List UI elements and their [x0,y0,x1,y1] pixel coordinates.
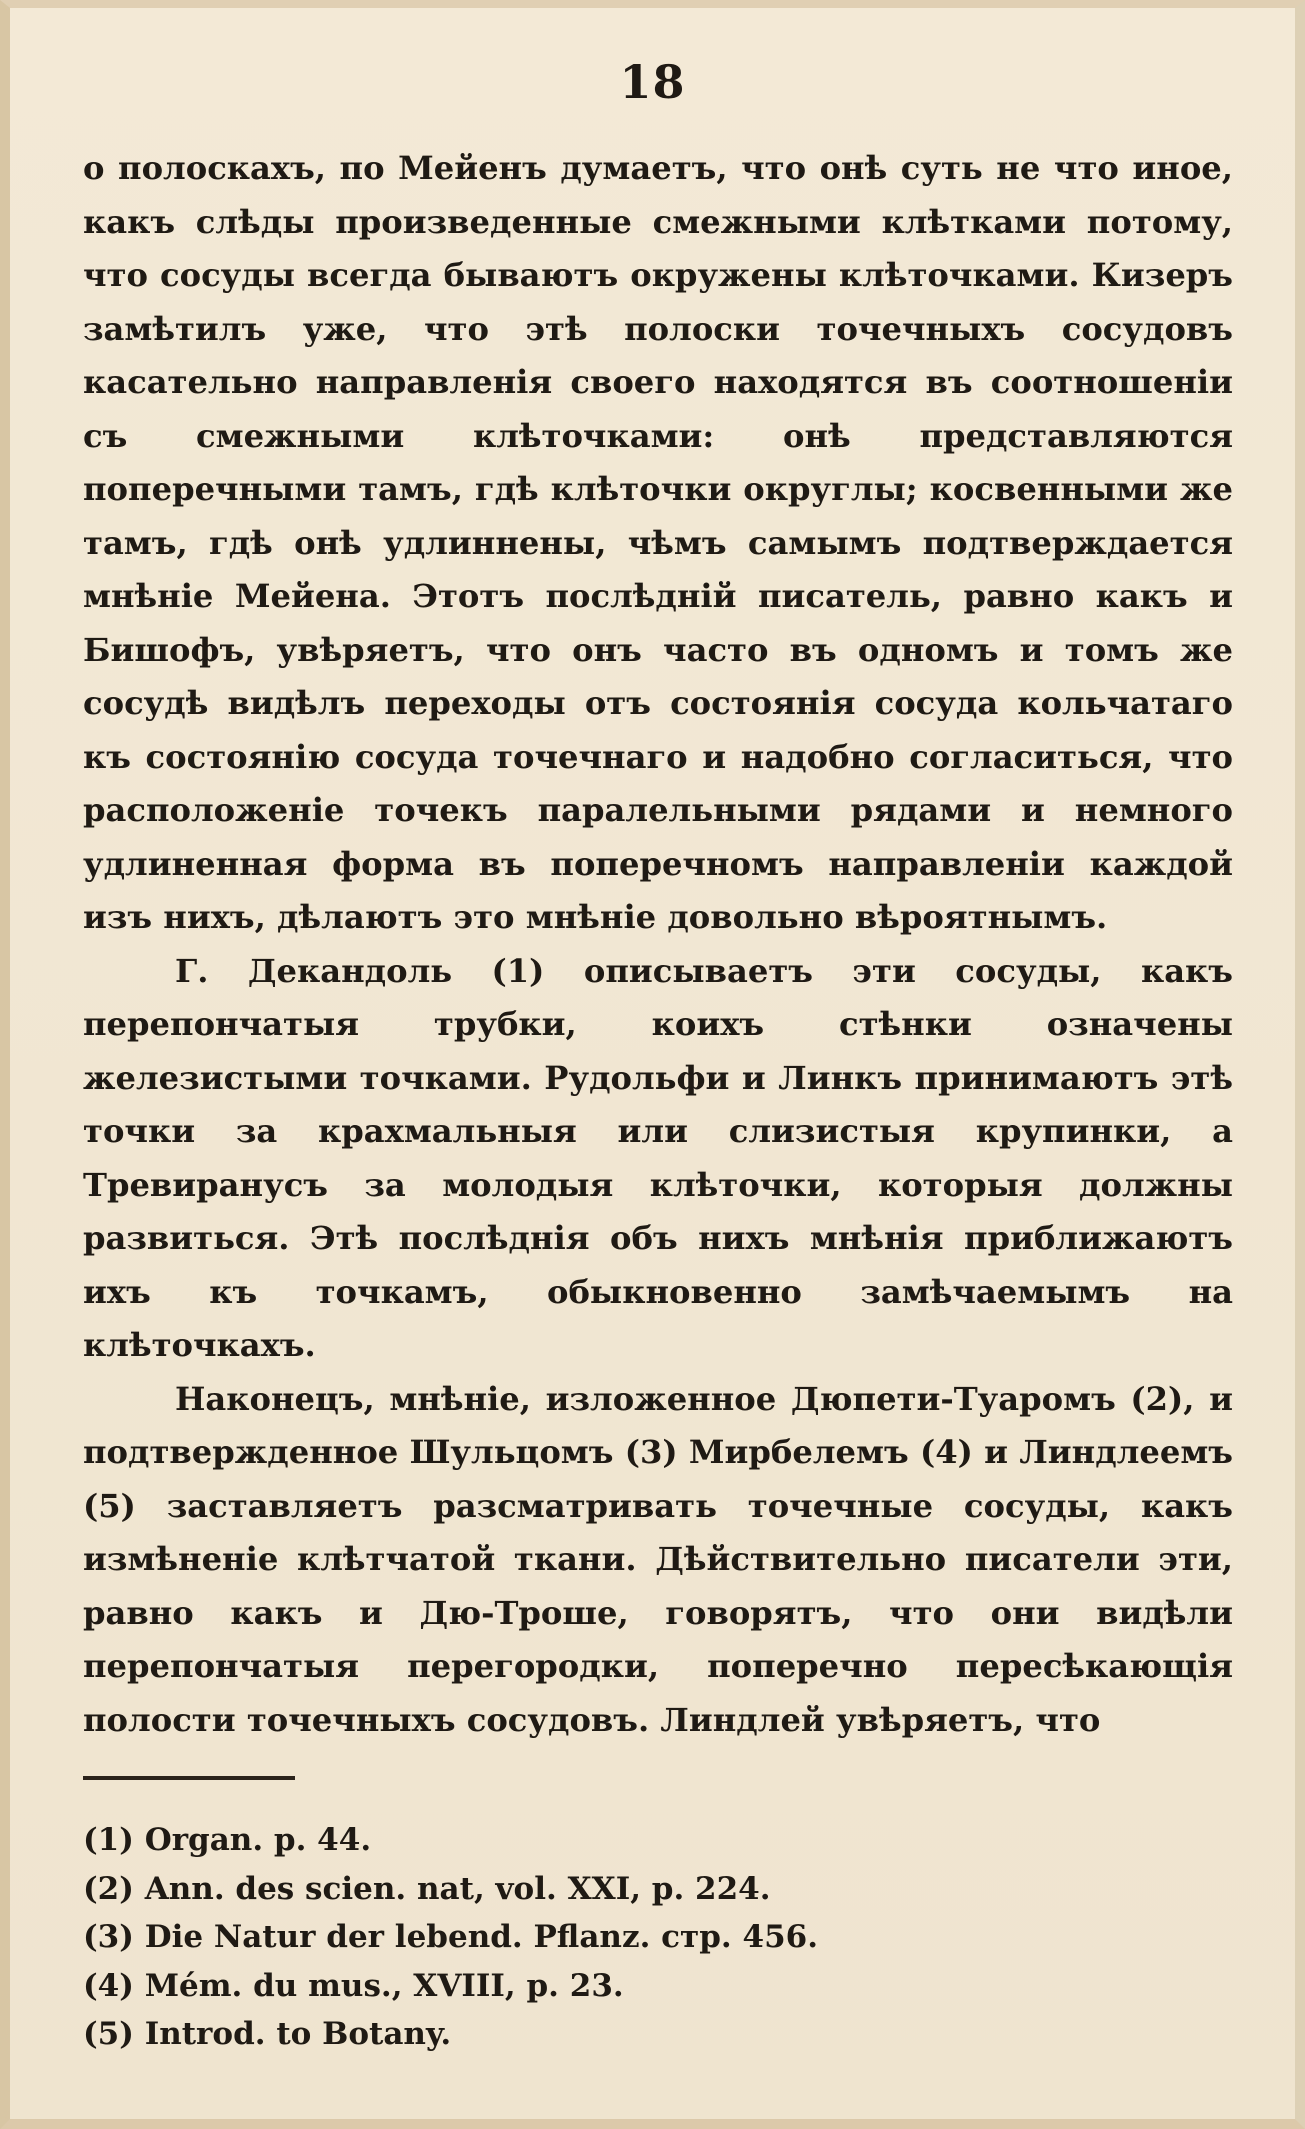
footnote-2: (2) Ann. des scien. nat, vol. XXI, p. 224. [83,1870,771,1907]
footnote-4: (4) Mém. du mus., XVIII, p. 23. [83,1967,624,2004]
paragraph-3: Наконецъ, мнѣніе, изложенное Дюпети-Туаромъ (2), и подтвержденное Шульцомъ (3) Мирбелемъ (4) и Линдлеемъ (5) заставляетъ разсматривать точечные сосуды, какъ измѣненіе клѣтчатой ткани. Дѣйствительно писатели эти, равно какъ и Дю-Троше, говорятъ, что они видѣли перепончатыя перегородки, поперечно пересѣкающія полости точечныхъ сосудовъ. Линдлей увѣряетъ, что [83,1379,1233,1739]
main-text [83,142,1233,1747]
paragraph-1: о полоскахъ, по Мейенъ думаетъ, что онѣ суть не что иное, какъ слѣды произведенные смежными клѣтками потому, что сосуды всегда бываютъ окружены клѣточками. Кизеръ замѣтилъ уже, что этѣ полоски точечныхъ сосудовъ касательно направленія своего находятся въ соотношеніи съ смежными клѣточками: онѣ представляются поперечными тамъ, гдѣ клѣточки округлы; косвенными же тамъ, гдѣ онѣ удлиннены, чѣмъ самымъ подтверждается мнѣніе Мейена. Этотъ послѣдній писатель, равно какъ и Бишофъ, увѣряетъ, что онъ часто въ одномъ и томъ же сосудѣ видѣлъ переходы отъ состоянія сосуда кольчатаго къ состоянію сосуда точечнаго и надобно согласиться, что расположеніе точекъ паралельными рядами и немного удлиненная форма въ поперечномъ направленіи каждой изъ нихъ, дѣлаютъ это мнѣніе довольно вѣроятнымъ. [83,149,1233,936]
page-number: 18 [619,55,686,109]
paragraph-2: Г. Декандоль (1) описываетъ эти сосуды, какъ перепончатыя трубки, коихъ стѣнки означены железистыми точками. Рудольфи и Линкъ принимаютъ этѣ точки за крахмальныя или слизистыя крупинки, а Тревиранусъ за молодыя клѣточки, которыя должны развиться. Этѣ послѣднія объ нихъ мнѣнія приближаютъ ихъ къ точкамъ, обыкновенно замѣчаемымъ на клѣточкахъ. [83,951,1233,1364]
footnote-3: (3) Die Natur der lebend. Pflanz. стр. 456. [83,1919,819,1955]
footnotes [83,1816,1183,2059]
footnote-5: (5) Introd. to Botany. [83,2016,452,2052]
footnote-divider [83,1776,295,1780]
footnote-1: (1) Organ. p. 44. [83,1822,372,1858]
